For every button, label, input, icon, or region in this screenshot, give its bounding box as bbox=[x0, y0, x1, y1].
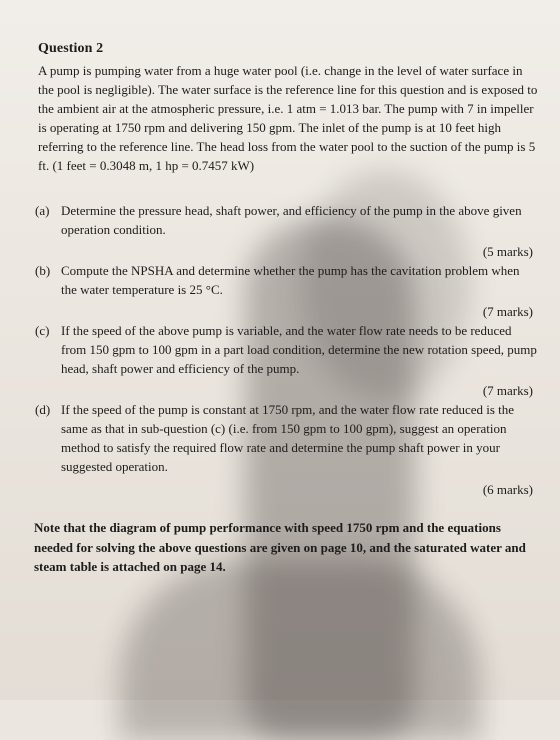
part-a-marks: (5 marks) bbox=[482, 244, 533, 259]
part-d-text: If the speed of the pump is constant at 1750 rpm, and the water flow rate reduced is the same as that in sub-question (c) (i.e. from 150 gpm to 100 gpm), suggest an operation method to satisfy the required flow rate and determine the pump shaft power in your suggested operation. bbox=[61, 402, 515, 474]
part-a-letter: (a) bbox=[35, 203, 50, 218]
part-d bbox=[35, 400, 537, 476]
part-d-marks: (6 marks) bbox=[482, 482, 533, 497]
part-c bbox=[35, 321, 537, 378]
question-intro: A pump is pumping water from a huge water pool (i.e. change in the level of water surface in the pool is negligible). The water surface is the reference line for this question and is exposed to the ambient air at the atmospheric pressure, i.e. 1 atm = 1.013 bar. The pump with 7 in impeller is operating at 1750 rpm and delivering 150 gpm. The inlet of the pump is at 10 feet high referring to the reference line. The head loss from the water pool to the suction of the pump is 5 ft. (1 feet = 0.3048 m, 1 hp = 0.7457 kW) bbox=[38, 63, 538, 173]
part-c-text: If the speed of the above pump is variable, and the water flow rate needs to be reduced from 150 gpm to 100 gpm in a part load condition, determine the new rotation speed, pump head, shaft power and efficiency of the pump. bbox=[61, 323, 537, 376]
part-a-text: Determine the pressure head, shaft power, and efficiency of the pump in the above given operation condition. bbox=[61, 203, 522, 237]
part-b-text: Compute the NPSHA and determine whether the pump has the cavitation problem when the water temperature is 25 °C. bbox=[61, 263, 520, 297]
note-paragraph: Note that the diagram of pump performance with speed 1750 rpm and the equations needed for solving the above questions are given on page 10, and the saturated water and steam table is attached on page 14. bbox=[34, 520, 526, 574]
part-c-letter: (c) bbox=[35, 323, 50, 338]
part-a bbox=[35, 201, 537, 239]
part-c-marks: (7 marks) bbox=[482, 383, 533, 398]
part-b-letter: (b) bbox=[35, 263, 51, 278]
question-title: Question 2 bbox=[38, 41, 104, 56]
part-b-marks: (7 marks) bbox=[482, 304, 533, 319]
part-b bbox=[35, 261, 537, 299]
part-d-letter: (d) bbox=[35, 402, 51, 417]
